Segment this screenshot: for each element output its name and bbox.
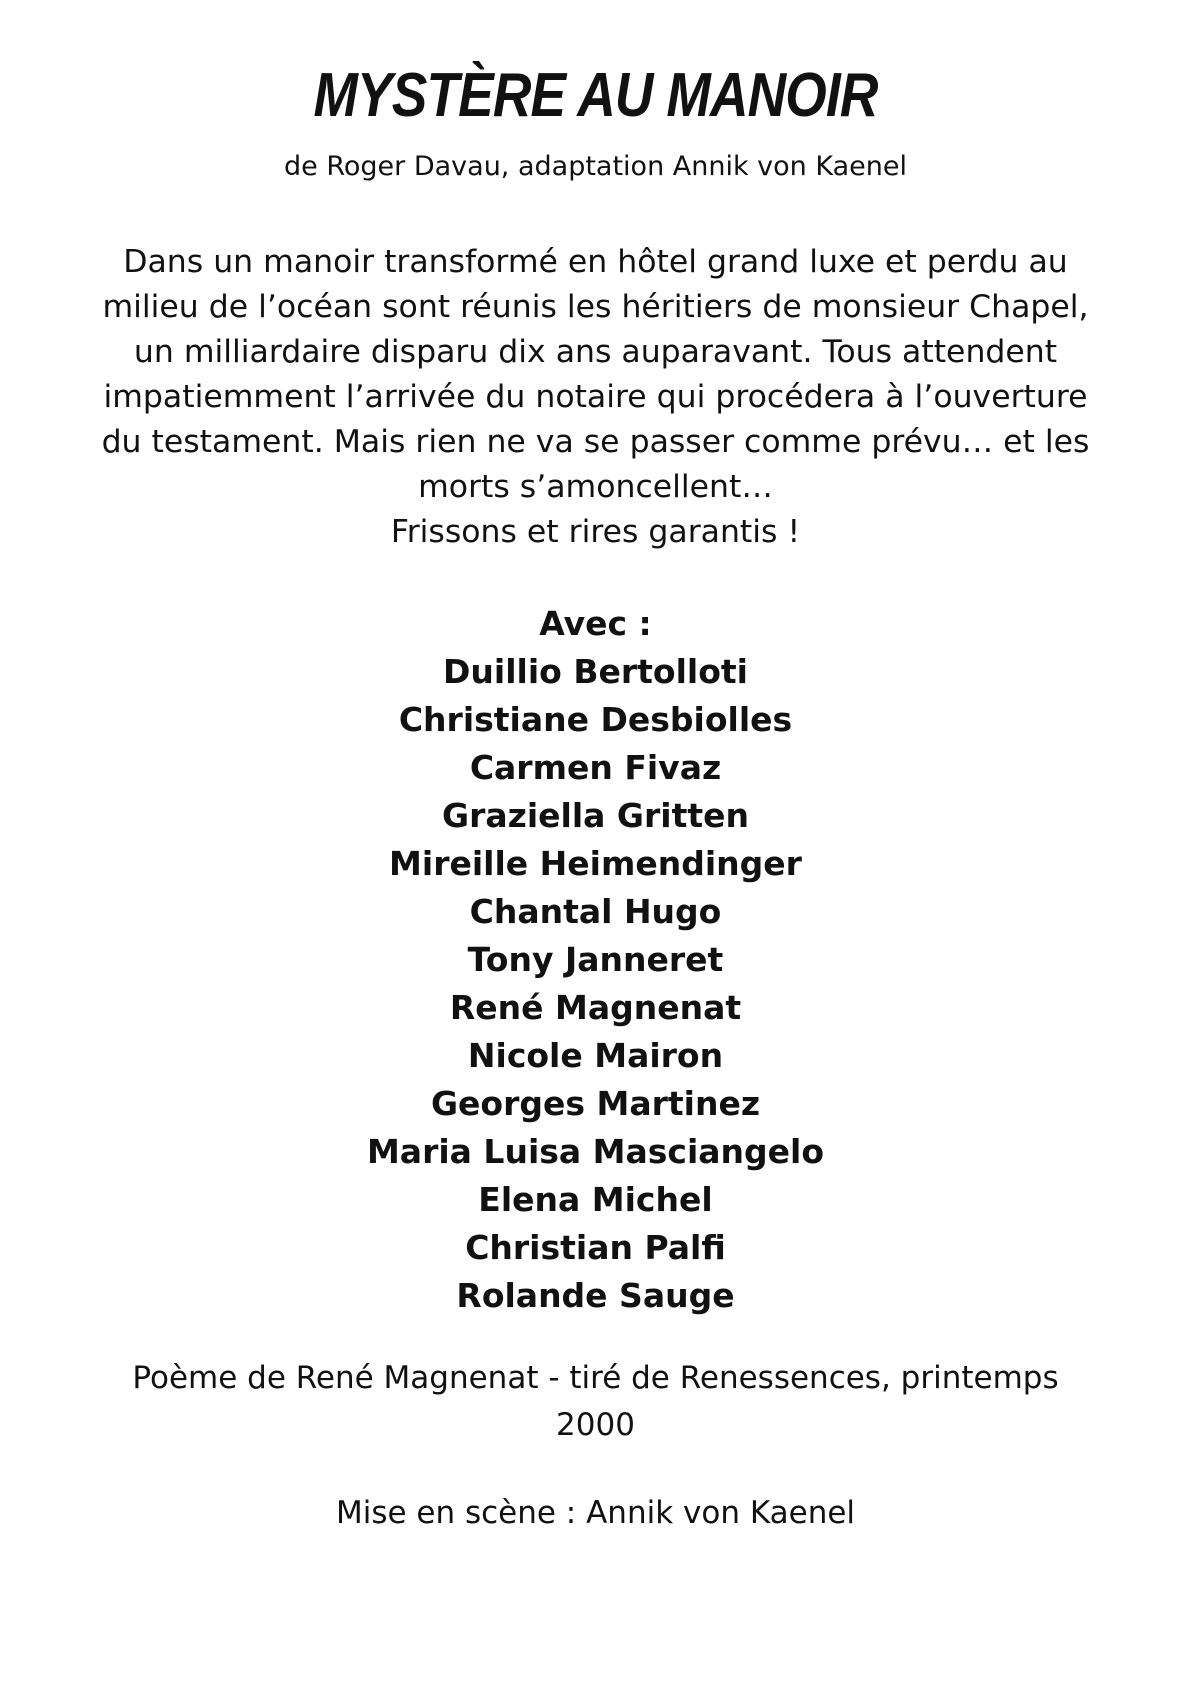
cast-member: Christiane Desbiolles (398, 700, 793, 739)
cast-member: Chantal Hugo (469, 892, 722, 931)
cast-member: Rolande Sauge (456, 1276, 735, 1315)
cast-member: Nicole Mairon (467, 1036, 724, 1075)
poem-credit: Poème de René Magnenat - tiré de Renessences, printemps 2000 (132, 1360, 1059, 1443)
cast-member: René Magnenat (449, 988, 742, 1027)
synopsis (80, 240, 1111, 555)
cast-member: Maria Luisa Masciangelo (366, 1132, 825, 1171)
cast-member: Elena Michel (478, 1180, 713, 1219)
cast-heading: Avec : (539, 604, 652, 643)
cast-member: Mireille Heimendinger (389, 844, 802, 883)
director-credit: Mise en scène : Annik von Kaenel (335, 1495, 856, 1531)
cast-member: Christian Palfi (465, 1228, 726, 1267)
cast-list (0, 648, 1191, 1320)
cast-member: Carmen Fivaz (469, 748, 722, 787)
cast-member: Georges Martinez (430, 1084, 761, 1123)
cast-member: Tony Janneret (467, 940, 724, 979)
cast-section (0, 600, 1191, 1320)
cast-member: Duillio Bertolloti (443, 652, 748, 691)
play-title: MYSTÈRE AU MANOIR (313, 61, 878, 130)
cast-member: Graziella Gritten (441, 796, 749, 835)
author-credit: de Roger Davau, adaptation Annik von Kaenel (284, 151, 907, 182)
synopsis-tagline: Frissons et rires garantis ! (390, 514, 801, 550)
synopsis-text: Dans un manoir transformé en hôtel grand luxe et perdu au milieu de l’océan sont réunis les héritiers de monsieur Chapel, un milliardaire disparu dix ans auparavant. Tous attendent impatiemment l’arrivée du notaire qui procédera à l’ouverture du testament. Mais rien ne va se passer comme prévu… et les morts s’amoncellent… (101, 244, 1090, 505)
